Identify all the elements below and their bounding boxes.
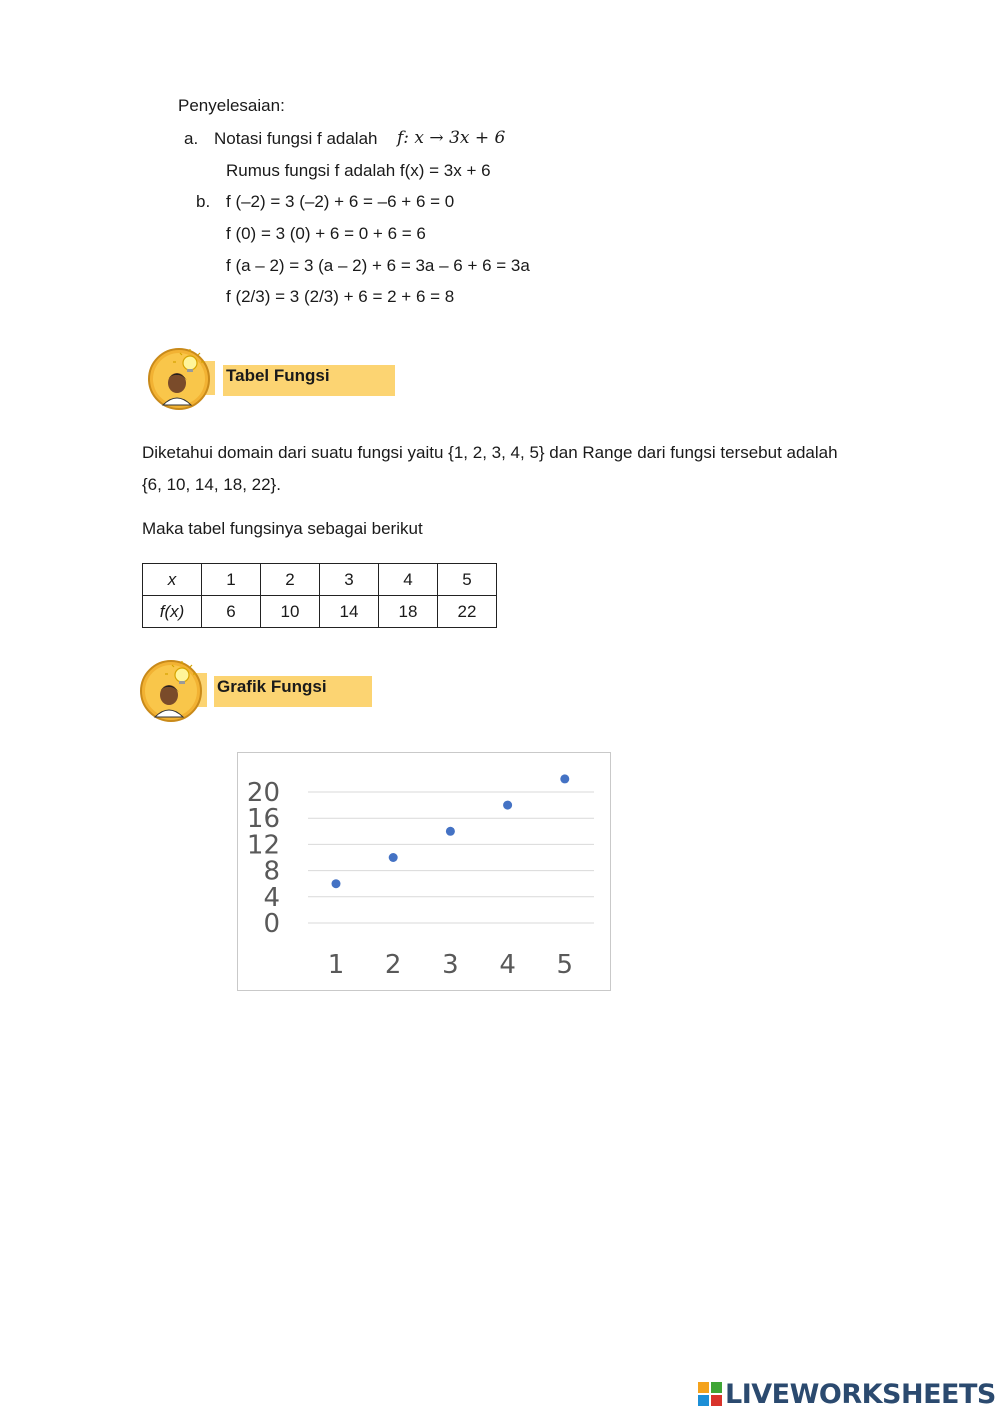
item-a-rumus: Rumus fungsi f adalah f(x) = 3x + 6 bbox=[226, 161, 491, 180]
item-b-line: f (a – 2) = 3 (a – 2) + 6 = 3a – 6 + 6 = 3a bbox=[226, 256, 530, 275]
table-cell-header: x bbox=[143, 564, 202, 596]
function-table bbox=[142, 563, 497, 628]
x-tick-label: 4 bbox=[499, 950, 516, 980]
table-cell: 4 bbox=[379, 564, 438, 596]
table-cell: 14 bbox=[320, 596, 379, 628]
intro-line-2: {6, 10, 14, 18, 22}. bbox=[142, 475, 281, 494]
y-tick-label: 16 bbox=[246, 804, 280, 835]
data-point bbox=[332, 879, 341, 888]
table-cell: 18 bbox=[379, 596, 438, 628]
item-b-line: f (2/3) = 3 (2/3) + 6 = 2 + 6 = 8 bbox=[226, 287, 455, 306]
x-tick-label: 3 bbox=[442, 950, 459, 980]
table-cell: 5 bbox=[438, 564, 497, 596]
function-graph-frame bbox=[237, 752, 611, 991]
brand-name: LIVEWORKSHEETS bbox=[725, 1378, 996, 1410]
y-tick-label: 4 bbox=[263, 882, 280, 913]
y-tick-label: 20 bbox=[246, 778, 280, 808]
table-cell: 1 bbox=[202, 564, 261, 596]
data-point bbox=[446, 827, 455, 836]
liveworksheets-logo-icon bbox=[698, 1382, 722, 1406]
graph-section-title: Grafik Fungsi bbox=[217, 677, 327, 696]
solution-heading: Penyelesaian: bbox=[178, 96, 285, 115]
student-idea-icon bbox=[137, 659, 207, 723]
table-cell: 2 bbox=[261, 564, 320, 596]
table-cell-header: f(x) bbox=[143, 596, 202, 628]
student-idea-icon bbox=[145, 347, 215, 411]
table-row-x bbox=[143, 564, 497, 596]
x-tick-label: 2 bbox=[384, 950, 402, 980]
x-tick-label: 5 bbox=[556, 950, 574, 980]
data-point bbox=[389, 853, 398, 862]
item-a-label: a. bbox=[184, 129, 199, 148]
table-caption: Maka tabel fungsinya sebagai berikut bbox=[142, 519, 423, 538]
table-cell: 6 bbox=[202, 596, 261, 628]
data-point bbox=[503, 801, 512, 810]
item-b-label: b. bbox=[196, 192, 211, 211]
table-section-title: Tabel Fungsi bbox=[226, 366, 330, 385]
table-cell: 3 bbox=[320, 564, 379, 596]
table-cell: 22 bbox=[438, 596, 497, 628]
item-a-text: Notasi fungsi f adalah bbox=[214, 129, 378, 148]
y-tick-label: 0 bbox=[263, 909, 280, 939]
intro-line-1: Diketahui domain dari suatu fungsi yaitu {1, 2, 3, 4, 5} dan Range dari fungsi tersebut adalah bbox=[142, 443, 838, 462]
y-tick-label: 8 bbox=[263, 856, 280, 887]
item-a-math: f: x → 3x + 6 bbox=[397, 128, 506, 148]
x-tick-label: 1 bbox=[327, 950, 345, 980]
brand-logo bbox=[698, 1377, 996, 1411]
item-b-line: f (0) = 3 (0) + 6 = 0 + 6 = 6 bbox=[226, 224, 426, 243]
function-graph bbox=[238, 753, 610, 990]
table-row-fx bbox=[143, 596, 497, 628]
table-cell: 10 bbox=[261, 596, 320, 628]
y-tick-label: 12 bbox=[246, 830, 280, 861]
item-b-line: f (–2) = 3 (–2) + 6 = –6 + 6 = 0 bbox=[226, 192, 455, 211]
data-point bbox=[560, 774, 569, 783]
